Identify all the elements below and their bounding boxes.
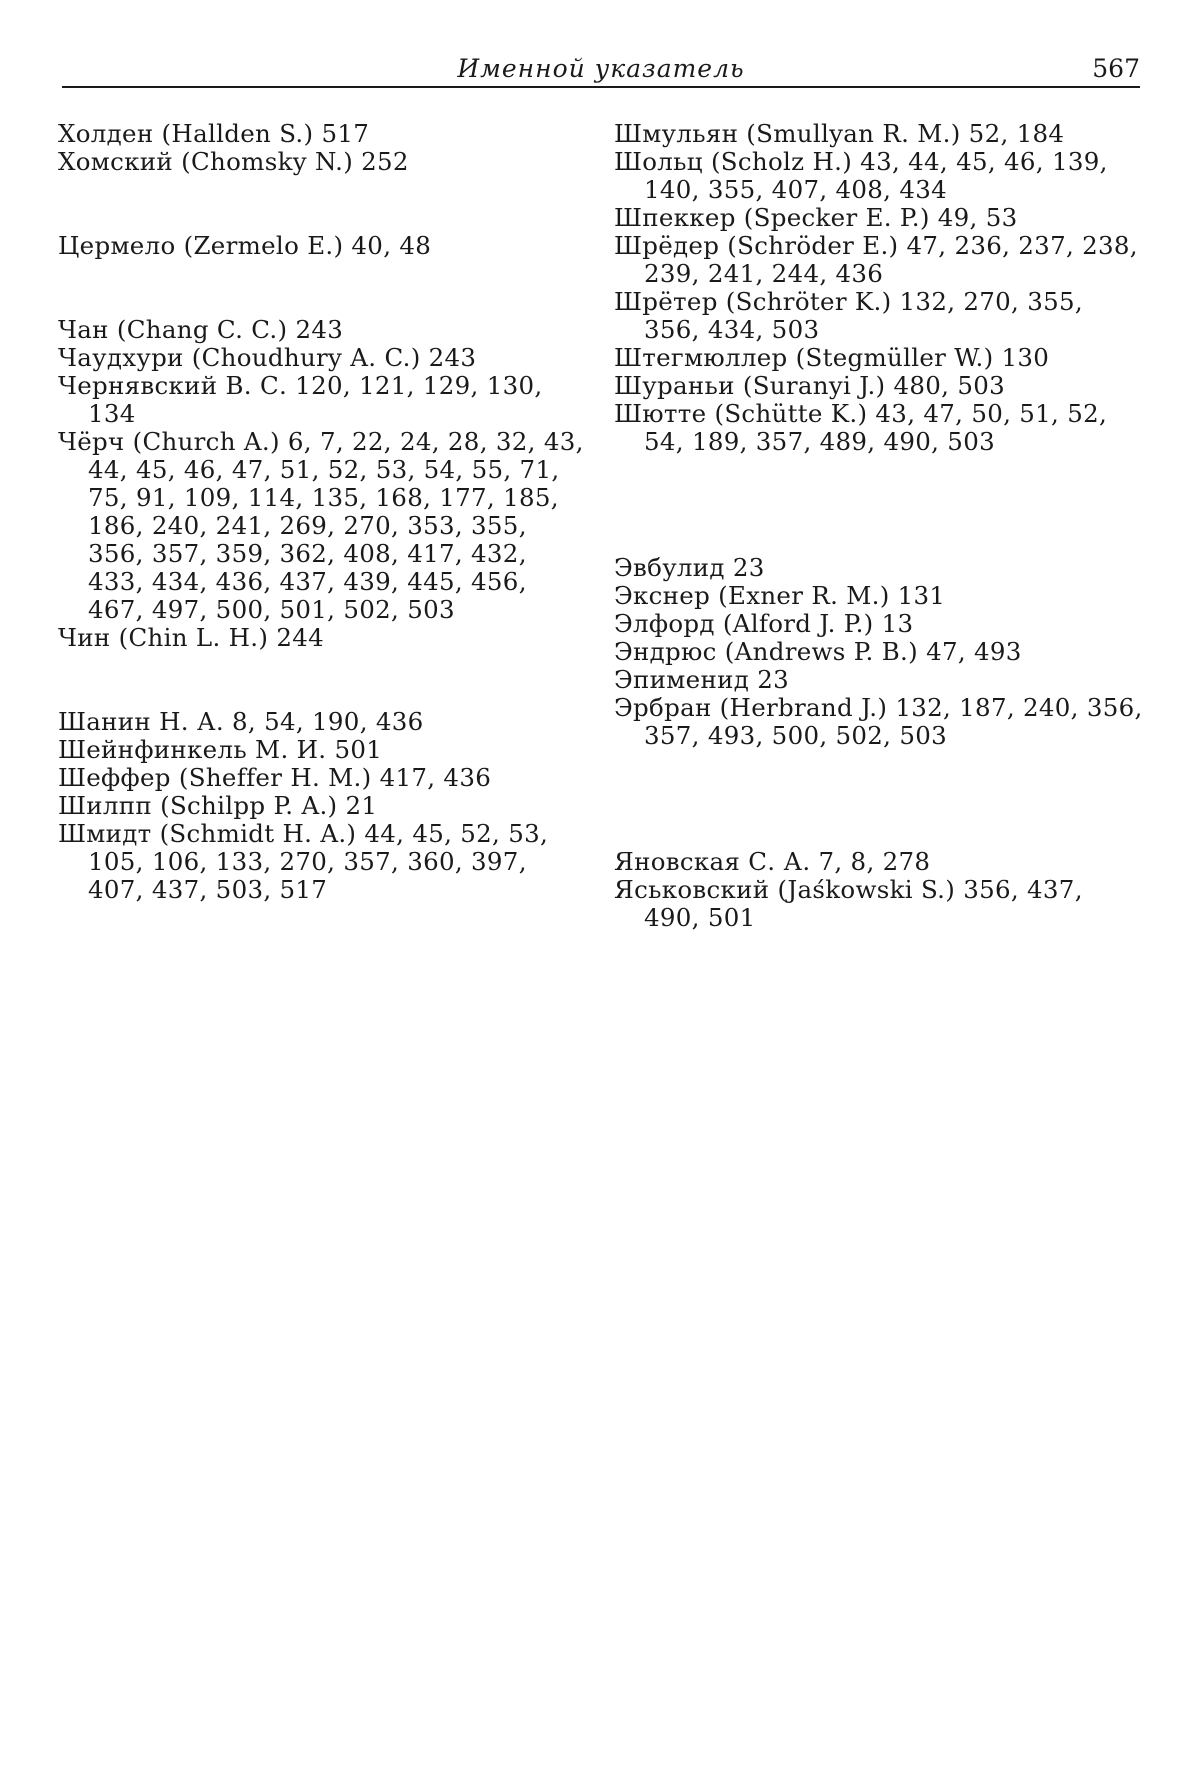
index-entry: Шмульян (Smullyan R. M.) 52, 184 xyxy=(614,119,1065,148)
index-entry: Шрётер (Schröter K.) 132, 270, 355, 356, 434, 503 xyxy=(614,287,1083,344)
index-entry: Чернявский В. С. 120, 121, 129, 130, 134 xyxy=(58,371,543,428)
index-entry: Шанин Н. А. 8, 54, 190, 436 xyxy=(58,707,424,736)
running-title: Именной указатель xyxy=(457,54,745,83)
index-entry: Экснер (Exner R. M.) 131 xyxy=(614,581,946,610)
index-entry: Шютте (Schütte K.) 43, 47, 50, 51, 52, 54, 189, 357, 489, 490, 503 xyxy=(614,399,1108,456)
index-entry: Чёрч (Church A.) 6, 7, 22, 24, 28, 32, 43, 44, 45, 46, 47, 51, 52, 53, 54, 55, 71, 75, 91, 109, 114, 135, 168, 177, 185, 186, 240, 241, 269, 270, 353, 355, 356, 357, 359, 362, 408, 417, 432, 433, 434, 436, 437, 439, 445, 456, 467, 497, 500, 501, 502, 503 xyxy=(58,427,584,624)
index-entry: Шольц (Scholz H.) 43, 44, 45, 46, 139, 140, 355, 407, 408, 434 xyxy=(614,147,1108,204)
index-group-ya xyxy=(614,848,1146,932)
index-entry: Шейнфинкель М. И. 501 xyxy=(58,735,383,764)
index-entry: Элфорд (Alford J. P.) 13 xyxy=(614,609,914,638)
index-entry: Холден (Hallden S.) 517 xyxy=(58,119,370,148)
index-group-kh xyxy=(58,120,588,176)
index-group-sh-cont xyxy=(614,120,1146,456)
index-entry: Чин (Chin L. H.) 244 xyxy=(58,623,324,652)
index-entry: Яськовский (Jaśkowski S.) 356, 437, 490, 501 xyxy=(614,875,1083,932)
page-number: 567 xyxy=(1092,54,1140,83)
index-entry: Шеффер (Sheffer H. M.) 417, 436 xyxy=(58,763,492,792)
index-entry: Эндрюс (Andrews P. B.) 47, 493 xyxy=(614,637,1022,666)
index-entry: Шилпп (Schilpp P. A.) 21 xyxy=(58,791,378,820)
running-header xyxy=(62,48,1140,88)
index-entry: Цермело (Zermelo E.) 40, 48 xyxy=(58,231,432,260)
index-group-e xyxy=(614,554,1146,750)
index-group-sh xyxy=(58,708,588,904)
index-column-left xyxy=(58,120,588,904)
index-group-ch xyxy=(58,316,588,652)
index-column-right xyxy=(614,120,1146,932)
index-entry: Эрбран (Herbrand J.) 132, 187, 240, 356, 357, 493, 500, 502, 503 xyxy=(614,693,1143,750)
index-entry: Шмидт (Schmidt H. A.) 44, 45, 52, 53, 105, 106, 133, 270, 357, 360, 397, 407, 437, 503, 517 xyxy=(58,819,549,904)
index-entry: Штегмюллер (Stegmüller W.) 130 xyxy=(614,343,1050,372)
index-entry: Эпименид 23 xyxy=(614,665,789,694)
index-entry: Хомский (Chomsky N.) 252 xyxy=(58,147,409,176)
index-entry: Чан (Chang C. C.) 243 xyxy=(58,315,344,344)
index-entry: Эвбулид 23 xyxy=(614,553,765,582)
index-entry: Чаудхури (Choudhury A. C.) 243 xyxy=(58,343,477,372)
index-entry: Яновская С. А. 7, 8, 278 xyxy=(614,847,931,876)
index-entry: Шураньи (Suranyi J.) 480, 503 xyxy=(614,371,1005,400)
index-group-ts xyxy=(58,232,588,260)
index-entry: Шрёдер (Schröder E.) 47, 236, 237, 238, 239, 241, 244, 436 xyxy=(614,231,1138,288)
index-entry: Шпеккер (Specker E. P.) 49, 53 xyxy=(614,203,1018,232)
